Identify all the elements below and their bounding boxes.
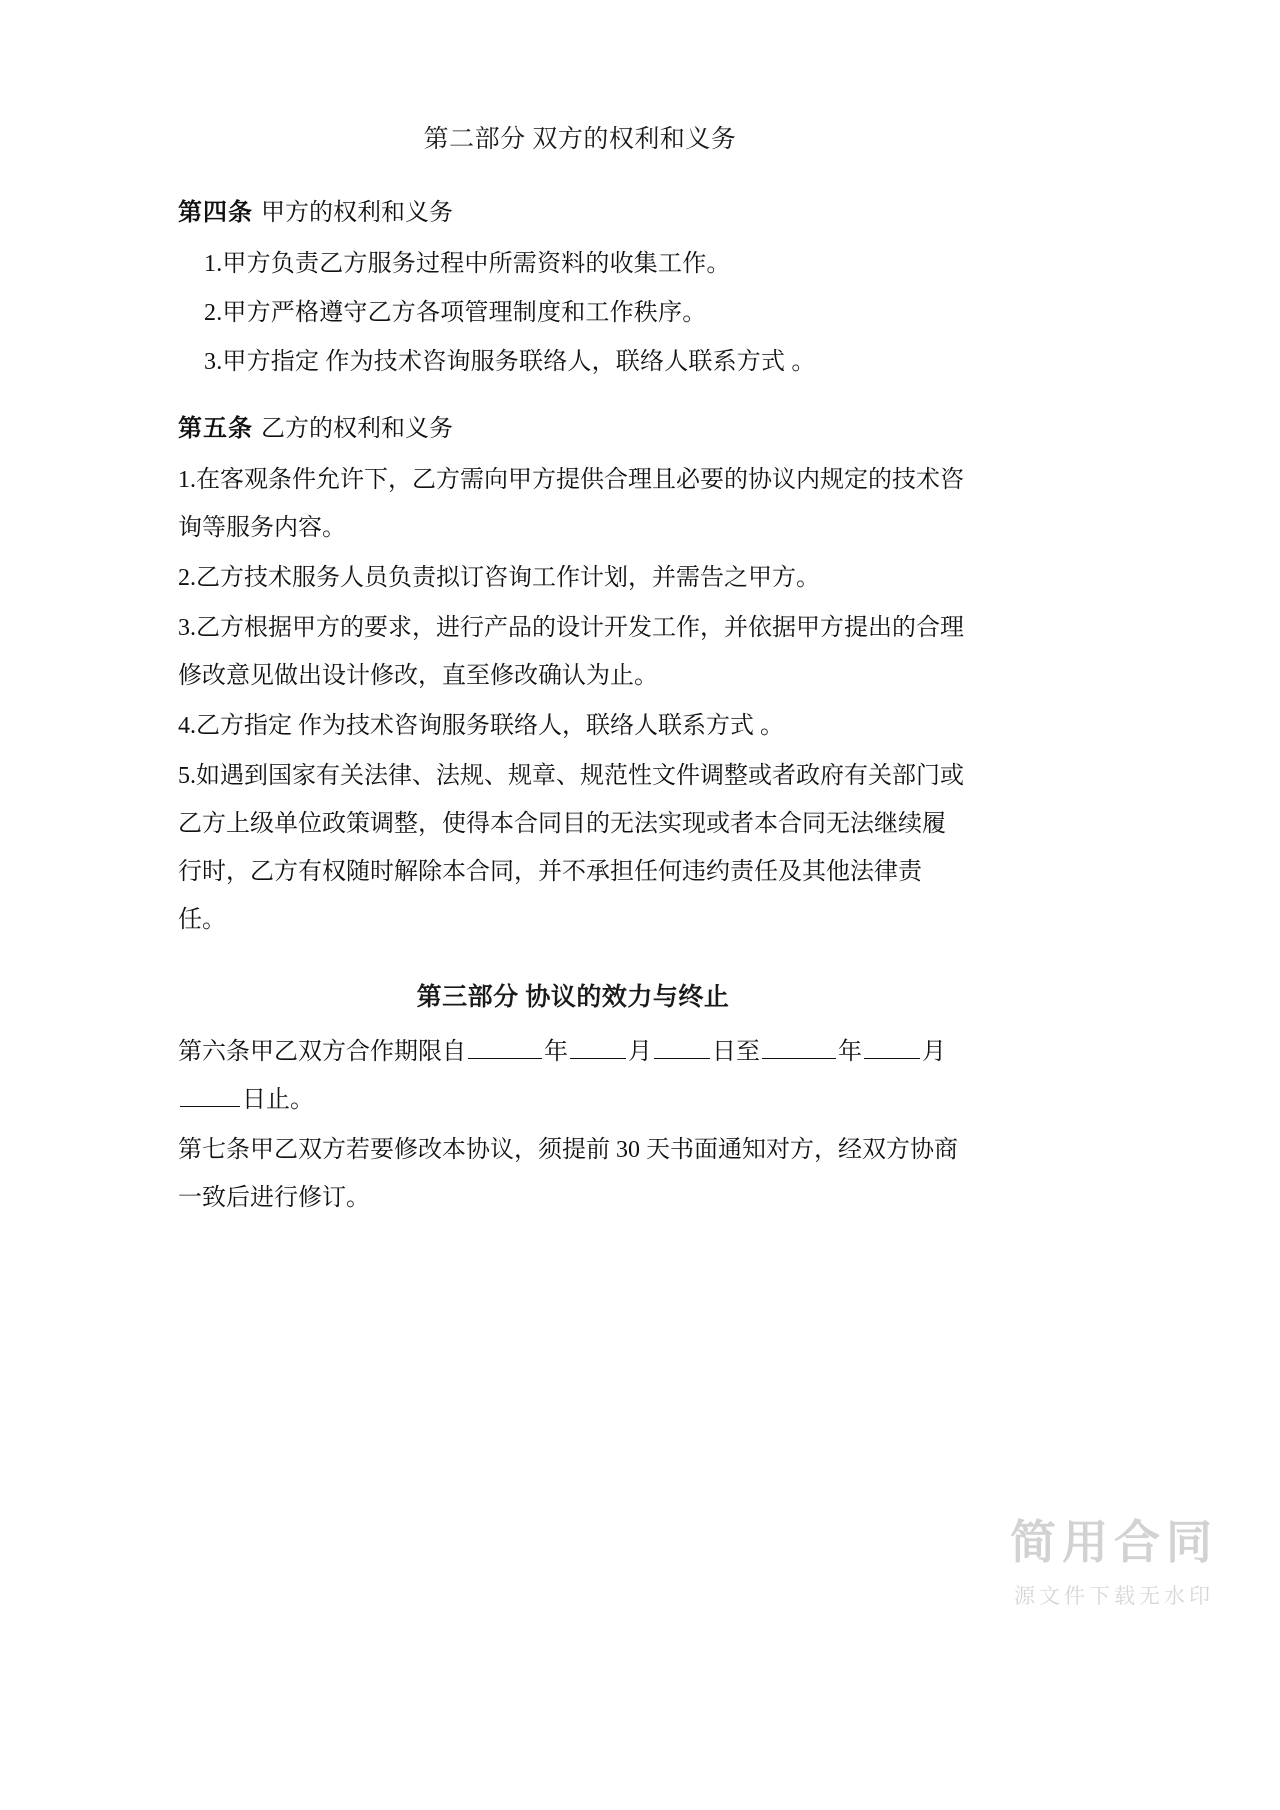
- article-seven-label: 第七条: [178, 1136, 250, 1163]
- unit-day-end: 日止。: [242, 1086, 314, 1113]
- month-blank-2[interactable]: [864, 1034, 920, 1059]
- article-seven-text: 甲乙双方若要修改本协议，须提前 30 天书面通知对方，经双方协商一致后进行修订。: [178, 1136, 958, 1211]
- article-four-label: 第四条: [178, 200, 253, 226]
- unit-year-1: 年: [544, 1038, 568, 1065]
- watermark-subtitle: 源文件下载无水印: [1014, 1584, 1214, 1608]
- article-six-label: 第六条: [178, 1038, 250, 1065]
- article-four-item-2: 2.甲方严格遵守乙方各项管理制度和工作秩序。: [204, 300, 707, 327]
- article-four-heading: [178, 192, 968, 234]
- article-five-item-5: 5.如遇到国家有关法律、法规、规章、规范性文件调整或者政府有关部门或乙方上级单位政策调整，使得本合同目的无法实现或者本合同无法继续履行时，乙方有权随时解除本合同，并不承担任何违约责任及其他法律责任。: [178, 762, 964, 933]
- day-blank-1[interactable]: [654, 1034, 710, 1059]
- article-four-item-3: 3.甲方指定 作为技术咨询服务联络人，联络人联系方式 。: [204, 349, 816, 376]
- article-six-text-part1: 甲乙双方合作期限自: [250, 1038, 466, 1065]
- part-two-title: 第二部分 双方的权利和义务: [423, 126, 737, 153]
- article-seven: [178, 1126, 968, 1222]
- watermark-brand: 简用合同: [1010, 1515, 1218, 1570]
- part-three-title: 第三部分 协议的效力与终止: [416, 983, 730, 1011]
- year-blank-1[interactable]: [468, 1034, 542, 1059]
- article-five-item-3: 3.乙方根据甲方的要求，进行产品的设计开发工作，并依据甲方提出的合理修改意见做出设计修改，直至修改确认为止。: [178, 614, 964, 689]
- article-five-item-2: 2.乙方技术服务人员负责拟订咨询工作计划，并需告之甲方。: [178, 564, 820, 591]
- article-five-heading: [178, 408, 968, 450]
- unit-year-2: 年: [838, 1038, 862, 1065]
- document-content: [178, 120, 968, 1224]
- month-blank-1[interactable]: [570, 1034, 626, 1059]
- article-five-item-4: 4.乙方指定 作为技术咨询服务联络人，联络人联系方式 。: [178, 712, 784, 739]
- article-five-label: 第五条: [178, 415, 253, 442]
- article-four-item-1: 1.甲方负责乙方服务过程中所需资料的收集工作。: [204, 251, 731, 277]
- article-four-title: 甲方的权利和义务: [261, 200, 453, 226]
- unit-month-1: 月: [628, 1038, 652, 1065]
- unit-day-1: 日至: [712, 1038, 760, 1065]
- article-six: [178, 1028, 968, 1124]
- article-five-item-1: 1.在客观条件允许下，乙方需向甲方提供合理且必要的协议内规定的技术咨询等服务内容。: [178, 466, 964, 541]
- article-five-title: 乙方的权利和义务: [261, 415, 453, 442]
- day-blank-2[interactable]: [180, 1082, 240, 1107]
- unit-month-2: 月: [922, 1038, 946, 1065]
- year-blank-2[interactable]: [762, 1034, 836, 1059]
- watermark: [1010, 1517, 1218, 1610]
